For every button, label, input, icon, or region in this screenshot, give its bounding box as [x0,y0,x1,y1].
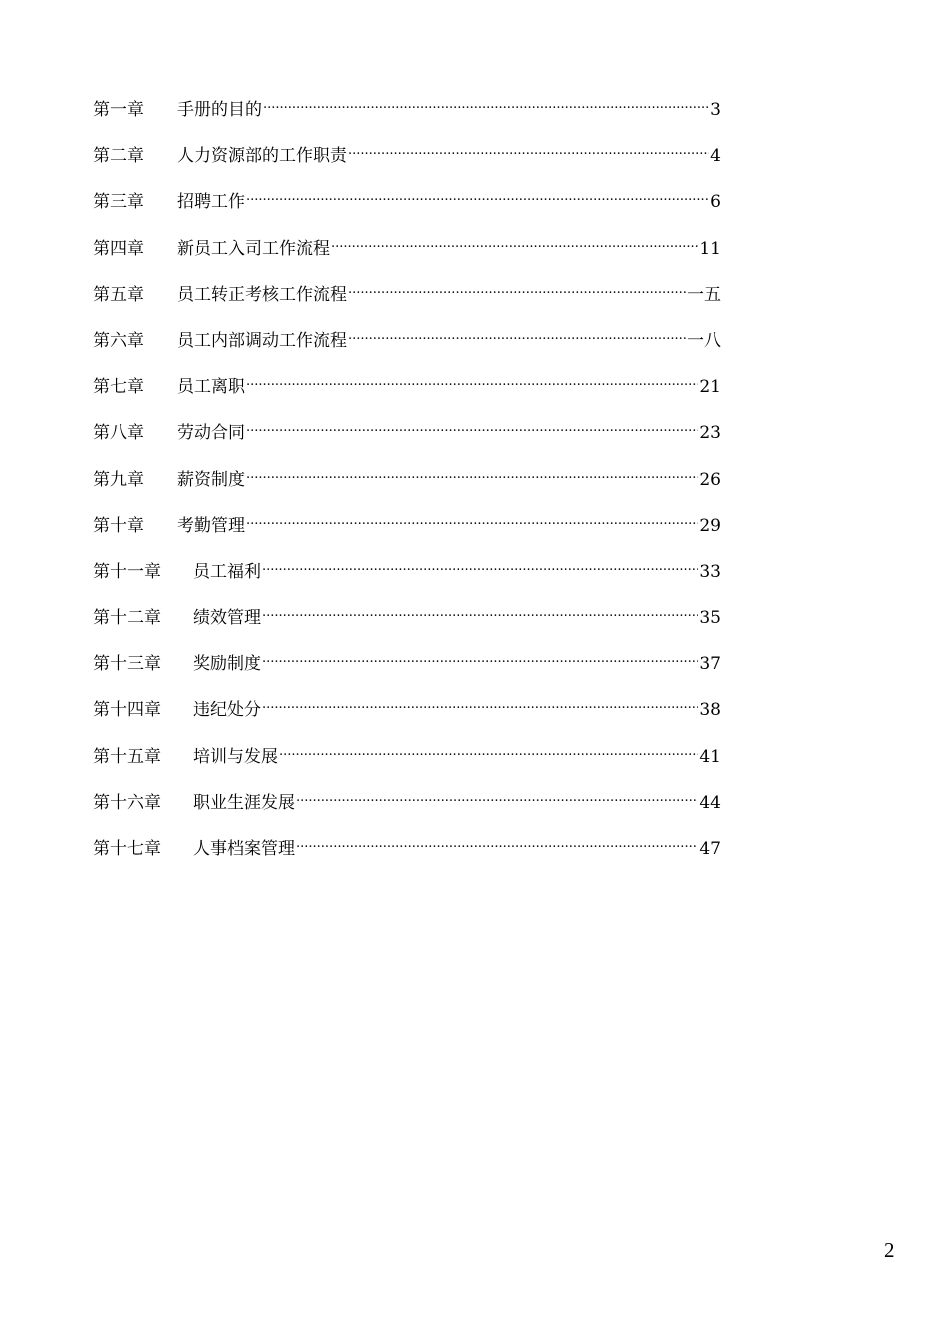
toc-page-number: 11 [699,238,721,259]
toc-chapter-title: 考勤管理 [177,515,245,536]
toc-chapter-number: 第十五章 [93,746,161,767]
toc-entry[interactable] [93,604,721,650]
toc-chapter-number: 第十二章 [93,608,161,629]
toc-chapter-number: 第四章 [93,238,144,259]
toc-entry[interactable] [93,373,721,419]
toc-chapter-number: 第十章 [93,515,144,536]
toc-dot-leader [296,791,698,808]
toc-dot-leader [262,606,698,623]
toc-page-number: 33 [699,561,721,582]
toc-chapter-number: 第十一章 [93,561,161,582]
toc-entry[interactable] [93,558,721,604]
toc-page-number: 41 [699,746,721,767]
toc-chapter-number: 第六章 [93,330,144,351]
toc-chapter-title: 薪资制度 [177,469,245,490]
toc-dot-leader [263,98,709,115]
toc-chapter-title: 新员工入司工作流程 [177,238,330,259]
toc-dot-leader [262,698,698,715]
toc-dot-leader [331,237,698,254]
toc-page-number: 一五 [687,284,721,305]
toc-dot-leader [246,375,698,392]
toc-chapter-title: 奖励制度 [193,654,261,675]
toc-chapter-number: 第一章 [93,100,144,120]
toc-chapter-number: 第十三章 [93,654,161,675]
toc-chapter-title: 手册的目的 [177,100,262,120]
toc-dot-leader [279,745,698,762]
toc-entry[interactable] [93,789,721,835]
toc-chapter-number: 第五章 [93,284,144,305]
toc-chapter-number: 第十四章 [93,700,161,721]
toc-entry[interactable] [93,835,721,881]
toc-dot-leader [246,421,698,438]
page-number: 2 [884,1238,895,1262]
toc-chapter-number: 第十七章 [93,839,161,859]
toc-chapter-title: 员工离职 [177,377,245,398]
toc-chapter-number: 第三章 [93,192,144,213]
toc-chapter-title: 员工内部调动工作流程 [177,330,347,351]
toc-dot-leader [296,837,698,854]
toc-page-number: 26 [699,469,721,490]
toc-entry[interactable] [93,281,721,327]
toc-chapter-title: 违纪处分 [193,700,261,721]
toc-chapter-title: 绩效管理 [193,608,261,629]
toc-chapter-title: 职业生涯发展 [193,792,295,813]
toc-dot-leader [348,329,686,346]
toc-page-number: 29 [699,515,721,536]
toc-chapter-number: 第二章 [93,146,144,167]
toc-chapter-title: 员工转正考核工作流程 [177,284,347,305]
toc-dot-leader [246,514,698,531]
toc-dot-leader [348,283,686,300]
toc-dot-leader [262,560,698,577]
toc-entry[interactable] [93,327,721,373]
toc-page-number: 21 [699,377,721,398]
table-of-contents [93,96,721,881]
toc-entry[interactable] [93,466,721,512]
toc-chapter-title: 招聘工作 [177,192,245,213]
toc-dot-leader [246,468,698,485]
toc-chapter-title: 员工福利 [193,561,261,582]
toc-entry[interactable] [93,696,721,742]
toc-entry[interactable] [93,512,721,558]
toc-entry[interactable] [93,188,721,234]
toc-page-number: 一八 [687,330,721,351]
toc-dot-leader [348,144,709,161]
toc-page-number: 6 [710,192,721,213]
toc-entry[interactable] [93,419,721,465]
toc-entry[interactable] [93,743,721,789]
toc-chapter-number: 第七章 [93,377,144,398]
toc-chapter-number: 第八章 [93,423,144,444]
toc-dot-leader [246,190,709,207]
toc-page-number: 38 [699,700,721,721]
toc-chapter-title: 劳动合同 [177,423,245,444]
toc-entry[interactable] [93,235,721,281]
toc-entry[interactable] [93,650,721,696]
toc-page-number: 44 [699,792,721,813]
toc-chapter-number: 第九章 [93,469,144,490]
toc-chapter-title: 人力资源部的工作职责 [177,146,347,167]
toc-page-number: 35 [699,608,721,629]
toc-page-number: 23 [699,423,721,444]
toc-chapter-number: 第十六章 [93,792,161,813]
toc-page-number: 3 [710,100,721,120]
toc-chapter-title: 人事档案管理 [193,839,295,859]
toc-dot-leader [262,652,698,669]
toc-page-number: 47 [699,839,721,859]
toc-entry[interactable] [93,142,721,188]
toc-entry[interactable] [93,96,721,142]
toc-page-number: 37 [699,654,721,675]
toc-page-number: 4 [710,146,721,167]
toc-chapter-title: 培训与发展 [193,746,278,767]
